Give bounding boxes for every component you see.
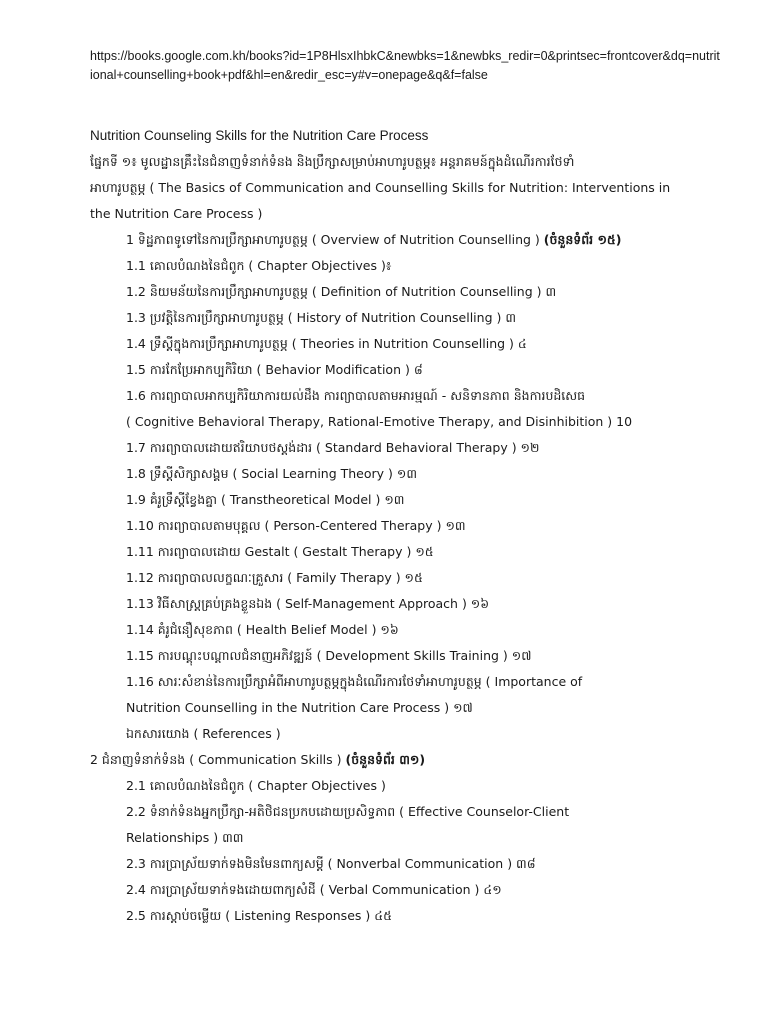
toc-item-1-9: 1.9 គំរូទ្រឹស្តីខ្វែងគ្នា ( Transtheoretical Model ) ១៣: [126, 492, 405, 507]
part-title-line-2: អាហារូបត្ថម្ភ ( The Basics of Communication and Counselling Skills for Nutrition: Interventions in: [90, 180, 671, 195]
toc-item-1-8: 1.8 ទ្រឹស្តីសិក្សាសង្គម ( Social Learning Theory ) ១៣: [126, 466, 418, 481]
toc-item-2-4: 2.4 ការប្រាស្រ័យទាក់ទងដោយពាក្យសំដី ( Verbal Communication ) ៤១: [126, 882, 502, 897]
toc-item-1-14: 1.14 គំរូជំនឿសុខភាព ( Health Belief Model ) ១៦: [126, 622, 399, 637]
chapter-1-title: 1 ទិដ្ឋភាពទូទៅនៃការប្រឹក្សាអាហារូបត្ថម្ភ ( Overview of Nutrition Counselling ) (ចំនួនទំព័រ ១៥): [126, 232, 622, 247]
toc-item-1-12: 1.12 ការព្យាបាលលក្ខណៈគ្រួសារ ( Family Therapy ) ១៥: [126, 570, 423, 585]
toc-item-1-16: 1.16 សារៈសំខាន់នៃការប្រឹក្សាអំពីអាហារូបត្ថម្ភក្នុងដំណើរការថែទាំអាហារូបត្ថម្ភ ( Importance of: [126, 674, 583, 689]
toc-item-references: ឯកសារយោង ( References ): [126, 726, 281, 741]
toc-item-2-3: 2.3 ការប្រាស្រ័យទាក់ទងមិនមែនពាក្យសម្តី ( Nonverbal Communication ) ៣៨: [126, 856, 536, 871]
toc-item-2-5: 2.5 ការស្តាប់ចម្លើយ ( Listening Responses ) ៤៥: [126, 908, 392, 923]
toc-item-1-2: 1.2 និយមន័យនៃការប្រឹក្សាអាហារូបត្ថម្ភ ( Definition of Nutrition Counselling ) ៣: [126, 284, 557, 299]
toc-item-1-4: 1.4 ទ្រឹស្តីក្នុងការប្រឹក្សាអាហារូបត្ថម្ភ ( Theories in Nutrition Counselling ) ៤: [126, 336, 527, 351]
toc-item-1-10: 1.10 ការព្យាបាលតាមបុគ្គល ( Person-Centered Therapy ) ១៣: [126, 518, 466, 533]
toc-item-1-3: 1.3 ប្រវត្តិនៃការប្រឹក្សាអាហារូបត្ថម្ភ ( History of Nutrition Counselling ) ៣: [126, 310, 517, 325]
part-title-line-3: the Nutrition Care Process ): [90, 206, 263, 221]
toc-item-2-2-cont: Relationships ) ៣៣: [126, 830, 244, 845]
toc-item-1-5: 1.5 ការកែប្រែអាកប្បកិរិយា ( Behavior Modification ) ៨: [126, 362, 423, 377]
toc-item-1-11: 1.11 ការព្យាបាលដោយ Gestalt ( Gestalt Therapy ) ១៥: [126, 544, 434, 559]
toc-item-2-2: 2.2 ទំនាក់ទំនងអ្នកប្រឹក្សា-អតិថិជនប្រកបដោយប្រសិទ្ធភាព ( Effective Counselor-Client: [126, 804, 570, 819]
toc-item-1-6-cont: ( Cognitive Behavioral Therapy, Rational-Emotive Therapy, and Disinhibition ) 10: [126, 414, 633, 429]
chapter-2-title: 2 ជំនាញទំនាក់ទំនង ( Communication Skills ) (ចំនួនទំព័រ ៣១): [90, 752, 426, 767]
toc-item-1-1: 1.1 គោលបំណងនៃជំពូក ( Chapter Objectives )៖: [126, 258, 392, 273]
part-title-line-1: ផ្នែកទី ១៖ មូលដ្ឋានគ្រឹះនៃជំនាញទំនាក់ទំនង និងប្រឹក្សាសម្រាប់អាហារូបត្ថម្ភ៖ អន្តរាគមន៍ក្នុងដំណើរការថែទាំ: [90, 154, 575, 169]
toc-item-1-15: 1.15 ការបណ្តុះបណ្តាលជំនាញអភិវឌ្ឍន៍ ( Development Skills Training ) ១៧: [126, 648, 532, 663]
source-url[interactable]: https://books.google.com.kh/books?id=1P8HlsxIhbkC&newbks=1&newbks_redir=0&printsec=frontcover&dq=nutritional+counselling+book+pdf&hl=en&redir_esc=y#v=onepage&q&f=false: [90, 49, 720, 82]
toc-item-1-6: 1.6 ការព្យាបាលអាកប្បកិរិយាការយល់ដឹង ការព្យាបាលតាមអារម្មណ៍ - សនិទានភាព និងការបដិសេធ: [126, 388, 586, 403]
toc-item-1-13: 1.13 វិធីសាស្ត្រគ្រប់គ្រងខ្លួនឯង ( Self-Management Approach ) ១៦: [126, 596, 490, 611]
toc-item-1-7: 1.7 ការព្យាបាលដោយឥរិយាបថស្តង់ដារ ( Standard Behavioral Therapy ) ១២: [126, 440, 540, 455]
book-title: Nutrition Counseling Skills for the Nutrition Care Process: [90, 128, 429, 143]
toc-item-1-16-cont: Nutrition Counselling in the Nutrition Care Process ) ១៧: [126, 700, 473, 715]
toc-item-2-1: 2.1 គោលបំណងនៃជំពូក ( Chapter Objectives ): [126, 778, 386, 793]
